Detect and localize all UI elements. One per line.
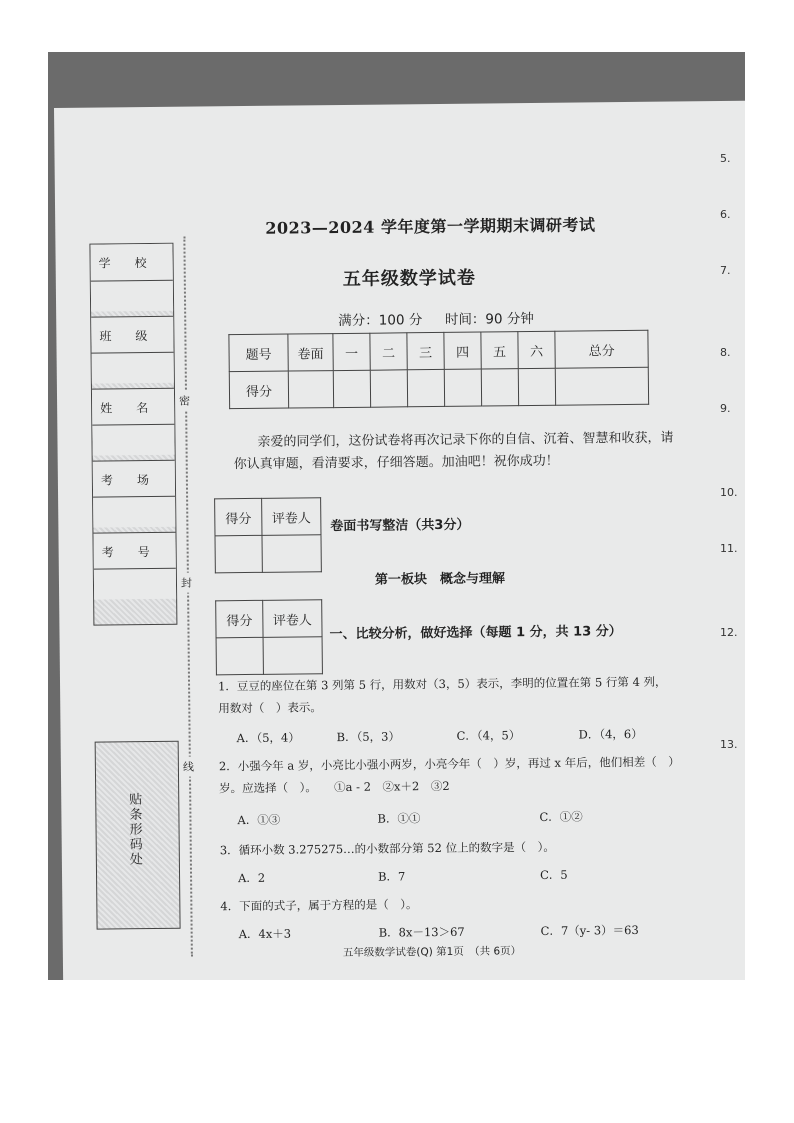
exam-subtitle: 五年级数学试卷 bbox=[342, 267, 476, 290]
field-room-input[interactable] bbox=[93, 496, 175, 528]
field-label: 班 级 bbox=[99, 329, 148, 344]
q1-option-b[interactable]: B．（5，3） bbox=[336, 729, 401, 745]
question-4: 4．下面的式子，属于方程的是（ ）。 bbox=[220, 897, 418, 914]
score-cell[interactable] bbox=[333, 370, 370, 407]
field-name-input[interactable] bbox=[92, 424, 174, 456]
field-school bbox=[90, 244, 172, 281]
q2-option-c[interactable]: C．①② bbox=[539, 809, 583, 824]
grader-score-cell[interactable] bbox=[215, 535, 262, 572]
seal-line bbox=[183, 237, 195, 957]
exam-time: 时间：90 分钟 bbox=[444, 310, 534, 328]
grader-box-neatness bbox=[214, 497, 322, 573]
header-cell: 总分 bbox=[555, 330, 648, 368]
margin-number: 5. bbox=[720, 152, 731, 165]
header-cell: 二 bbox=[370, 333, 407, 370]
intro-text: 亲爱的同学们，这份试卷将再次记录下你的自信、沉着、智慧和收获，请你认真审题，看清要求，仔细答题。加油吧！祝你成功！ bbox=[233, 430, 674, 473]
question-text: 1．豆豆的座位在第 3 列第 5 行，用数对（3，5）表示，李明的位置在第 5 行第 4 列， bbox=[217, 674, 667, 694]
field-label: 学 校 bbox=[98, 256, 147, 271]
question-text: 2．小强今年 a 岁，小亮比小强小两岁，小亮今年（ ）岁，再过 x 年后，他们相差（ ） bbox=[218, 754, 680, 774]
margin-number: 8. bbox=[720, 346, 731, 359]
score-cell[interactable] bbox=[370, 370, 407, 407]
grader-score-cell[interactable] bbox=[216, 637, 263, 674]
q4-option-b[interactable]: B．8x－13＞67 bbox=[378, 924, 465, 940]
seal-mark-mi: 密 bbox=[179, 391, 190, 411]
q2-option-a[interactable]: A．①③ bbox=[237, 812, 281, 828]
q2-option-b[interactable]: B．①① bbox=[377, 811, 421, 826]
grader-name-cell[interactable] bbox=[262, 535, 321, 573]
score-table-header-row bbox=[229, 330, 648, 371]
grader-name-cell[interactable] bbox=[263, 637, 322, 675]
block1-title: 第一板块 概念与理解 bbox=[374, 571, 506, 588]
barcode-area bbox=[95, 741, 181, 930]
score-table bbox=[228, 330, 649, 409]
question-text: 用数对（ ）表示。 bbox=[218, 700, 322, 716]
q4-option-a[interactable]: A．4x＋3 bbox=[238, 926, 292, 942]
photo-background bbox=[48, 52, 745, 980]
score-cell[interactable] bbox=[481, 369, 518, 406]
page-footer: 五年级数学试卷(Q) 第1页 （共 6页） bbox=[342, 945, 522, 960]
exam-meta bbox=[338, 307, 534, 329]
question-text: 岁。应选择（ ）。 ①a - 2 ②x＋2 ③2 bbox=[219, 778, 450, 796]
q3-option-a[interactable]: A．2 bbox=[238, 870, 266, 886]
score-cell[interactable] bbox=[518, 368, 555, 405]
q1-option-d[interactable]: D．（4，6） bbox=[578, 726, 643, 742]
exam-page bbox=[54, 101, 745, 980]
question-2 bbox=[219, 753, 719, 796]
grader-score-label: 得分 bbox=[216, 600, 263, 637]
score-label-cell: 得分 bbox=[229, 371, 288, 409]
margin-number: 13. bbox=[720, 738, 738, 751]
q3-option-c[interactable]: C．5 bbox=[539, 867, 568, 882]
grader-score-label: 得分 bbox=[215, 498, 262, 535]
grader-box-part1 bbox=[215, 599, 323, 675]
margin-number: 10. bbox=[720, 486, 738, 499]
field-class-input[interactable] bbox=[92, 352, 174, 384]
question-1 bbox=[218, 673, 718, 716]
header-cell: 一 bbox=[333, 333, 370, 370]
part1-title: 一、比较分析，做好选择（每题 1 分，共 13 分） bbox=[329, 624, 622, 643]
barcode-label: 贴条形码处 bbox=[126, 792, 142, 868]
field-label: 考 场 bbox=[100, 473, 149, 488]
margin-number: 12. bbox=[720, 626, 738, 639]
field-number bbox=[93, 532, 175, 570]
score-table-score-row bbox=[229, 367, 648, 408]
header-cell: 三 bbox=[407, 332, 444, 369]
grader-label: 评卷人 bbox=[263, 600, 322, 638]
score-cell[interactable] bbox=[407, 369, 444, 406]
q4-option-c[interactable]: C．7（y- 3）＝63 bbox=[540, 922, 639, 938]
margin-number: 7. bbox=[720, 264, 731, 277]
q1-option-a[interactable]: A．（5，4） bbox=[236, 730, 300, 746]
neatness-title: 卷面书写整洁（共3分） bbox=[330, 517, 470, 535]
field-label: 考 号 bbox=[101, 545, 150, 560]
field-room bbox=[93, 460, 175, 498]
header-cell: 六 bbox=[518, 331, 555, 368]
margin-number: 6. bbox=[720, 208, 731, 221]
header-cell: 卷面 bbox=[288, 334, 333, 371]
margin-number: 9. bbox=[720, 402, 731, 415]
margin-number: 11. bbox=[720, 542, 738, 555]
question-3: 3．循环小数 3.275275…的小数部分第 52 位上的数字是（ ）。 bbox=[219, 839, 555, 858]
seal-mark-xian: 线 bbox=[183, 757, 194, 777]
field-number-input[interactable] bbox=[94, 568, 176, 600]
score-cell[interactable] bbox=[555, 367, 648, 405]
full-score: 满分：100 分 bbox=[338, 312, 423, 330]
header-cell: 题号 bbox=[229, 334, 288, 372]
student-info-box bbox=[89, 243, 177, 626]
field-class bbox=[91, 316, 173, 354]
exam-title: 2023—2024 学年度第一学期期末调研考试 bbox=[265, 215, 596, 238]
q1-option-c[interactable]: C．（4，5） bbox=[456, 728, 521, 743]
grader-label: 评卷人 bbox=[262, 498, 321, 536]
score-cell[interactable] bbox=[288, 371, 333, 408]
seal-mark-feng: 封 bbox=[181, 573, 192, 593]
field-school-input[interactable] bbox=[91, 280, 173, 312]
field-name bbox=[92, 388, 174, 426]
header-cell: 四 bbox=[444, 332, 481, 369]
field-label: 姓 名 bbox=[100, 401, 149, 416]
q3-option-b[interactable]: B．7 bbox=[377, 869, 406, 884]
score-cell[interactable] bbox=[444, 369, 481, 406]
header-cell: 五 bbox=[481, 332, 518, 369]
